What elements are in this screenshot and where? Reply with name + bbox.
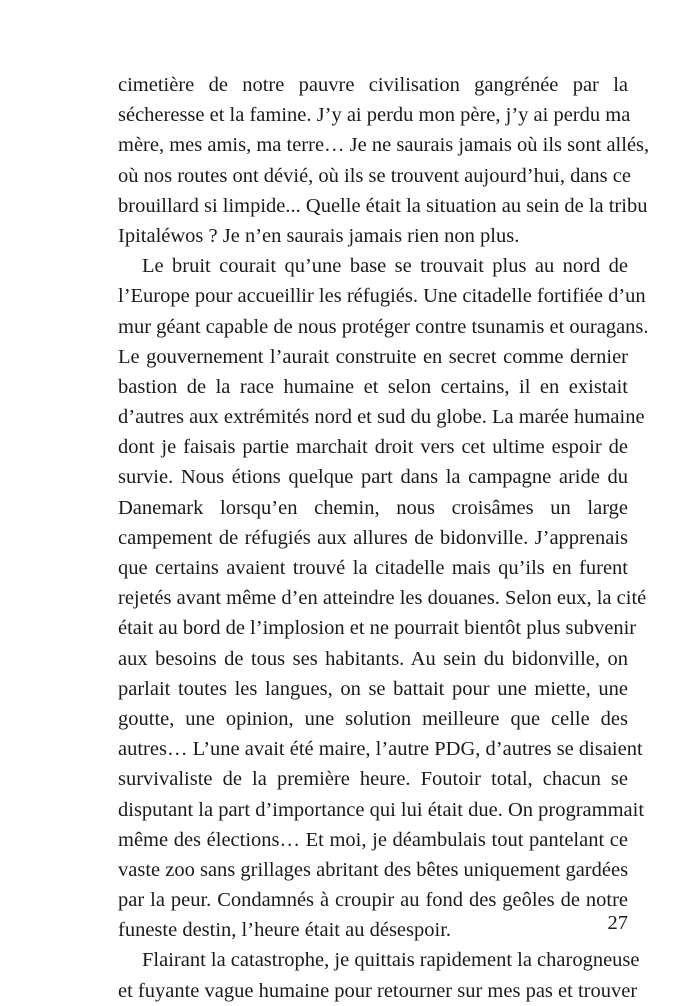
text-line: Le bruit courait qu’une base se trouvait plus au nord de	[142, 255, 628, 278]
text-line: Danemark lorsqu’en chemin, nous croisâmes un large	[118, 496, 628, 519]
text-line: goutte, une opinion, une solution meilleure que celle des	[118, 707, 628, 730]
text-line: aux besoins de tous ses habitants. Au sein du bidonville, on	[118, 647, 628, 670]
page-number: 27	[607, 912, 628, 934]
text-line: bastion de la race humaine et selon certains, il en existait	[118, 375, 628, 398]
text-line: que certains avaient trouvé la citadelle mais qu’ils en furent	[118, 557, 628, 579]
text-line: sécheresse et la famine. J’y ai perdu mon père, j’y ai perdu ma	[118, 104, 631, 127]
text-line: et fuyante vague humaine pour retourner sur mes pas et trouver	[118, 979, 638, 1002]
text-line: d’autres aux extrémités nord et sud du globe. La marée humaine	[118, 406, 645, 429]
text-line: où nos routes ont dévié, où ils se trouvent aujourd’hui, dans ce	[118, 164, 631, 187]
text-line: même des élections… Et moi, je déambulais tout pantelant ce	[118, 828, 628, 851]
text-line: mur géant capable de nous protéger contre tsunamis et ouragans.	[118, 315, 649, 338]
text-line: Flairant la catastrophe, je quittais rapidement la charogneuse	[142, 949, 640, 972]
text-line: disputant la part d’importance qui lui était due. On programmait	[118, 798, 645, 821]
text-line: survie. Nous étions quelque part dans la campagne aride du	[118, 466, 628, 489]
text-line: campement de réfugiés aux allures de bidonville. J’apprenais	[118, 526, 628, 549]
text-line: funeste destin, l’heure était au désespoir.	[118, 919, 452, 942]
text-line: cimetière de notre pauvre civilisation gangrénée par la	[118, 74, 628, 96]
text-line: parlait toutes les langues, on se battait pour une miette, une	[118, 677, 628, 700]
text-line: par la peur. Condamnés à croupir au fond des geôles de notre	[118, 889, 628, 912]
text-line: rejetés avant même d’en atteindre les douanes. Selon eux, la cité	[118, 587, 647, 610]
text-line: Le gouvernement l’aurait construite en secret comme dernier	[118, 345, 628, 368]
text-line: vaste zoo sans grillages abritant des bêtes uniquement gardées	[118, 858, 629, 881]
text-line: brouillard si limpide... Quelle était la situation au sein de la tribu	[118, 194, 648, 217]
text-line: était au bord de l’implosion et ne pourrait bientôt plus subvenir	[118, 617, 637, 640]
text-line: survivaliste de la première heure. Foutoir total, chacun se	[118, 768, 628, 791]
body-text	[118, 70, 650, 1006]
text-line: mère, mes amis, ma terre… Je ne saurais jamais où ils sont allés,	[118, 134, 650, 157]
text-line: l’Europe pour accueillir les réfugiés. Une citadelle fortifiée d’un	[118, 285, 646, 308]
text-line: Ipitaléwos ? Je n’en saurais jamais rien non plus.	[118, 224, 520, 247]
text-line: dont je faisais partie marchait droit vers cet ultime espoir de	[118, 436, 628, 459]
text-line: autres… L’une avait été maire, l’autre PDG, d’autres se disaient	[118, 738, 643, 761]
